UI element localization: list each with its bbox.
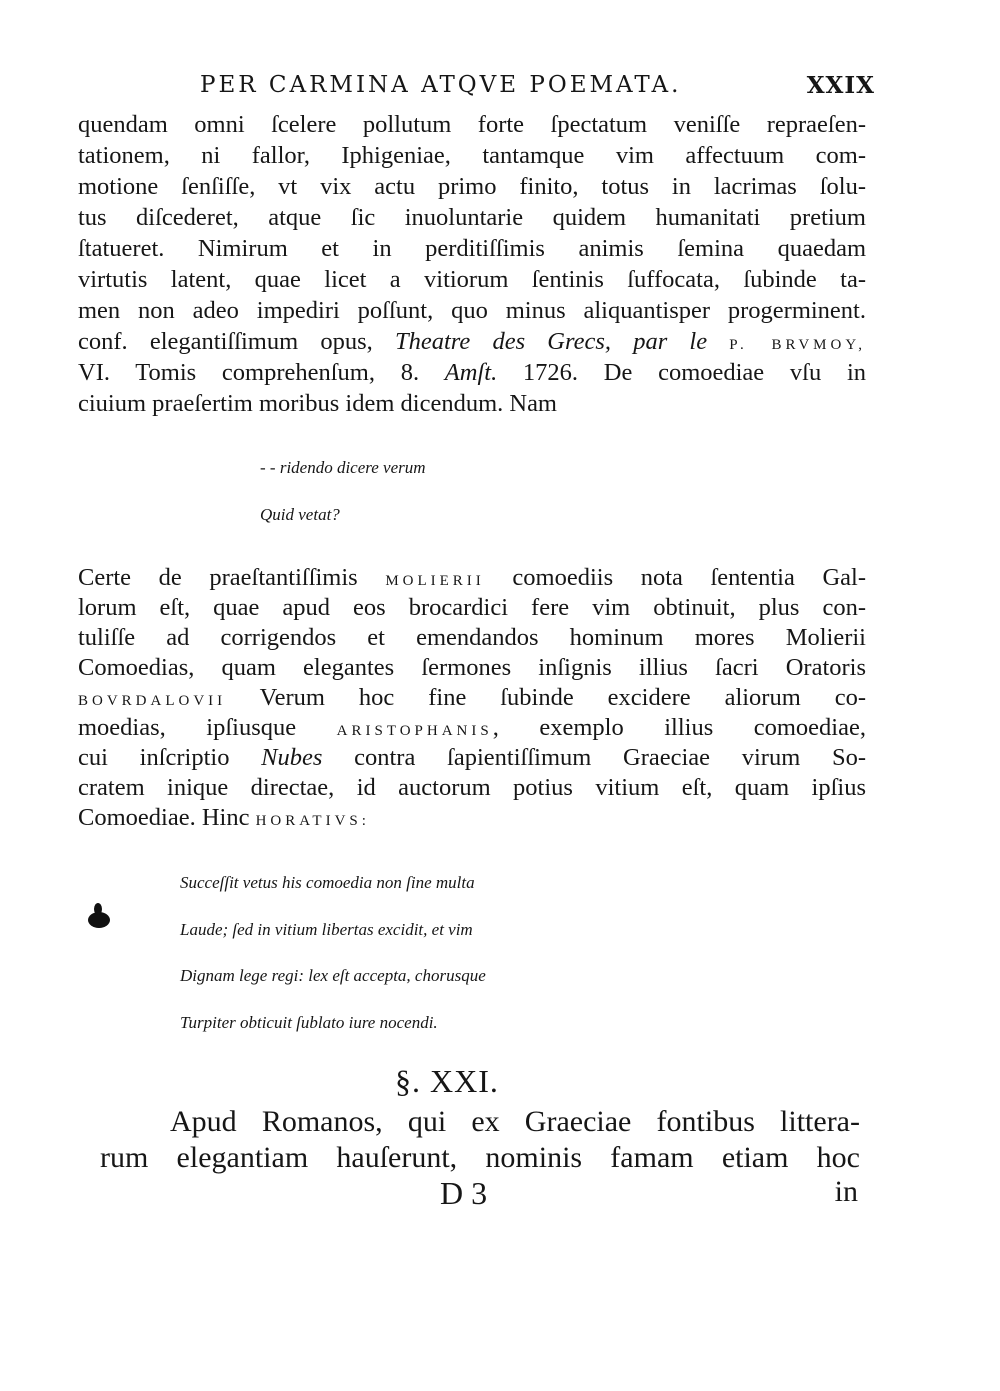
author-name: P. BRVMOY,: [729, 337, 866, 353]
section-line: rum elegantiam hauſerunt, nominis famam etiam hoc: [100, 1141, 860, 1174]
text-line: quendam omni ſcelere pollutum forte ſpectatum veniſſe repraeſen-: [78, 111, 866, 138]
text-line: motione ſenſiſſe, vt vix actu primo finito, totus in lacrimas ſolu-: [78, 173, 866, 200]
verse-line: Succeſſit vetus his comoedia non ſine multa: [180, 873, 475, 892]
text-line: VI. Tomis comprehenſum, 8. Amſt. 1726. De comoediae vſu in: [78, 359, 866, 386]
text-line: cratem inique directae, id auctorum potius vitium eſt, quam ipſius: [78, 774, 866, 801]
text-line: moedias, ipſiusque ARISTOPHANIS, exemplo illius comoediae,: [78, 714, 866, 741]
author-name: ARISTOPHANIS: [336, 723, 493, 739]
running-title: PER CARMINA ATQVE POEMATA.: [200, 72, 682, 98]
quote-line: Quid vetat?: [260, 505, 340, 524]
text-line: lorum eſt, quae apud eos brocardici fere vim obtinuit, plus con-: [78, 594, 866, 621]
book-title: Theatre des Grecs, par le: [394, 328, 708, 355]
verse-line: Turpiter obticuit ſublato iure nocendi.: [180, 1013, 438, 1032]
section-line: Apud Romanos, qui ex Graeciae fontibus littera-: [170, 1105, 860, 1138]
author-name: HORATIVS:: [255, 813, 370, 829]
verse-line: Laude; ſed in vitium libertas excidit, et vim: [180, 920, 473, 939]
page-number: XXIX: [806, 72, 875, 99]
text-line: Certe de praeſtantiſſimis MOLIERII comoediis nota ſententia Gal-: [78, 564, 866, 591]
verse-line: Dignam lege regi: lex eſt accepta, chorusque: [180, 966, 486, 985]
text-line: ciuium praeſertim moribus idem dicendum. Nam: [78, 390, 557, 417]
citation-prefix: conf. elegantiſſimum opus,: [78, 328, 395, 355]
text-line: men non adeo impediri poſſunt, quo minus aliquantisper progerminent.: [78, 297, 866, 324]
section-heading: §. XXI.: [395, 1063, 499, 1099]
text-line: tuliſſe ad corrigendos et emendandos hominum mores Molierii: [78, 624, 866, 651]
text-line: ſtatueret. Nimirum et in perditiſſimis animis ſemina quaedam: [78, 235, 866, 262]
text-line: Comoedias, quam elegantes ſermones inſignis illius ſacri Oratoris: [78, 654, 866, 681]
text-line: tus diſcederet, atque ſic inuoluntarie quidem humanitati pretium: [78, 204, 866, 231]
text-line: virtutis latent, quae licet a vitiorum ſentinis ſuffocata, ſubinde ta-: [78, 266, 866, 293]
text-line: [78, 327, 866, 360]
catchword: in: [834, 1175, 858, 1208]
text-line: cui inſcriptio Nubes contra ſapientiſſimum Graeciae virum So-: [78, 744, 866, 771]
author-name: BOVRDALOVII: [78, 693, 227, 709]
text-line: Comoediae. Hinc HORATIVS:: [78, 804, 370, 831]
signature-mark: D 3: [440, 1175, 488, 1211]
author-name: MOLIERII: [385, 573, 485, 589]
text-line: BOVRDALOVII Verum hoc fine ſubinde excidere aliorum co-: [78, 684, 866, 711]
quote-line: - - ridendo dicere verum: [260, 458, 426, 477]
ink-blot: [94, 903, 102, 915]
text-line: tationem, ni fallor, Iphigeniae, tantamque vim affectuum com-: [78, 142, 866, 169]
work-title: Nubes: [261, 744, 323, 771]
